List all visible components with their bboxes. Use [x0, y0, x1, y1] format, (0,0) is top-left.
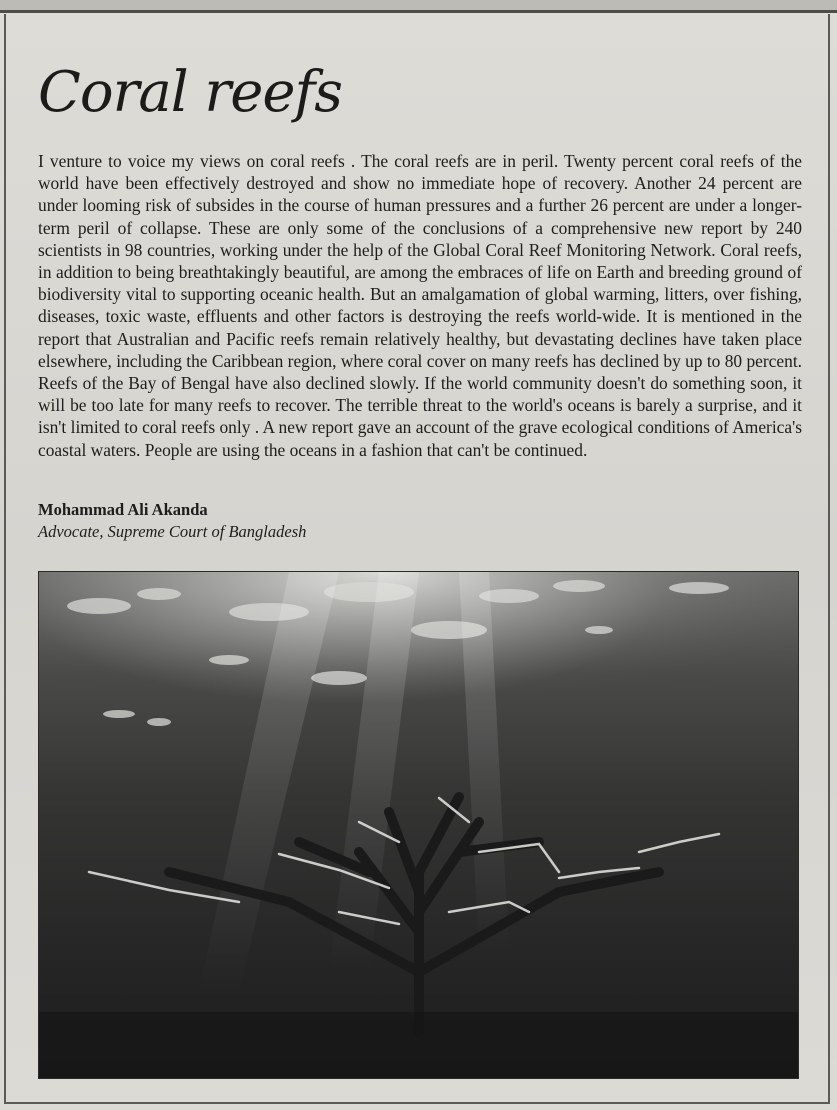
- water-surface: [39, 572, 799, 772]
- coral-reef-illustration: [39, 572, 799, 1079]
- article-body: I venture to voice my views on coral reefs . The coral reefs are in peril. Twenty percent coral reefs of the world have been effectively destroyed and show no immediate hope of recovery. Another 24 percent are under looming risk of subsides in the course of human pressures and a further 26 percent are under a longer-term peril of collapse. These are only some of the conclusions of a comprehensive new report by 240 scientists in 98 countries, working under the help of the Global Coral Reef Monitoring Network. Coral reefs, in addition to being breathtakingly beautiful, are among the embraces of life on Earth and breeding ground of biodiversity vital to supporting oceanic health. But an amalgamation of global warming, litters, over fishing, diseases, toxic waste, effluents and other factors is destroying the reefs world-wide. It is mentioned in the report that Australian and Pacific reefs remain relatively healthy, but devastating declines have taken place elsewhere, including the Caribbean region, where coral cover on many reefs has declined by up to 80 percent. Reefs of the Bay of Bengal have also declined slowly. If the world community doesn't do something soon, it will be too late for many reefs to recover. The terrible threat to the world's oceans is barely a surprise, and it isn't limited to coral reefs only . A new report gave an account of the grave ecological conditions of America's coastal waters. People are using the oceans in a fashion that can't be continued.: [38, 151, 802, 460]
- author-name: Mohammad Ali Akanda: [38, 500, 208, 519]
- coral-reef-photo: [38, 571, 799, 1079]
- author-affiliation: Advocate, Supreme Court of Bangladesh: [38, 522, 307, 541]
- top-rule: [0, 10, 837, 13]
- article-title: Coral reefs: [38, 60, 342, 125]
- seafloor-shadow: [39, 1012, 799, 1079]
